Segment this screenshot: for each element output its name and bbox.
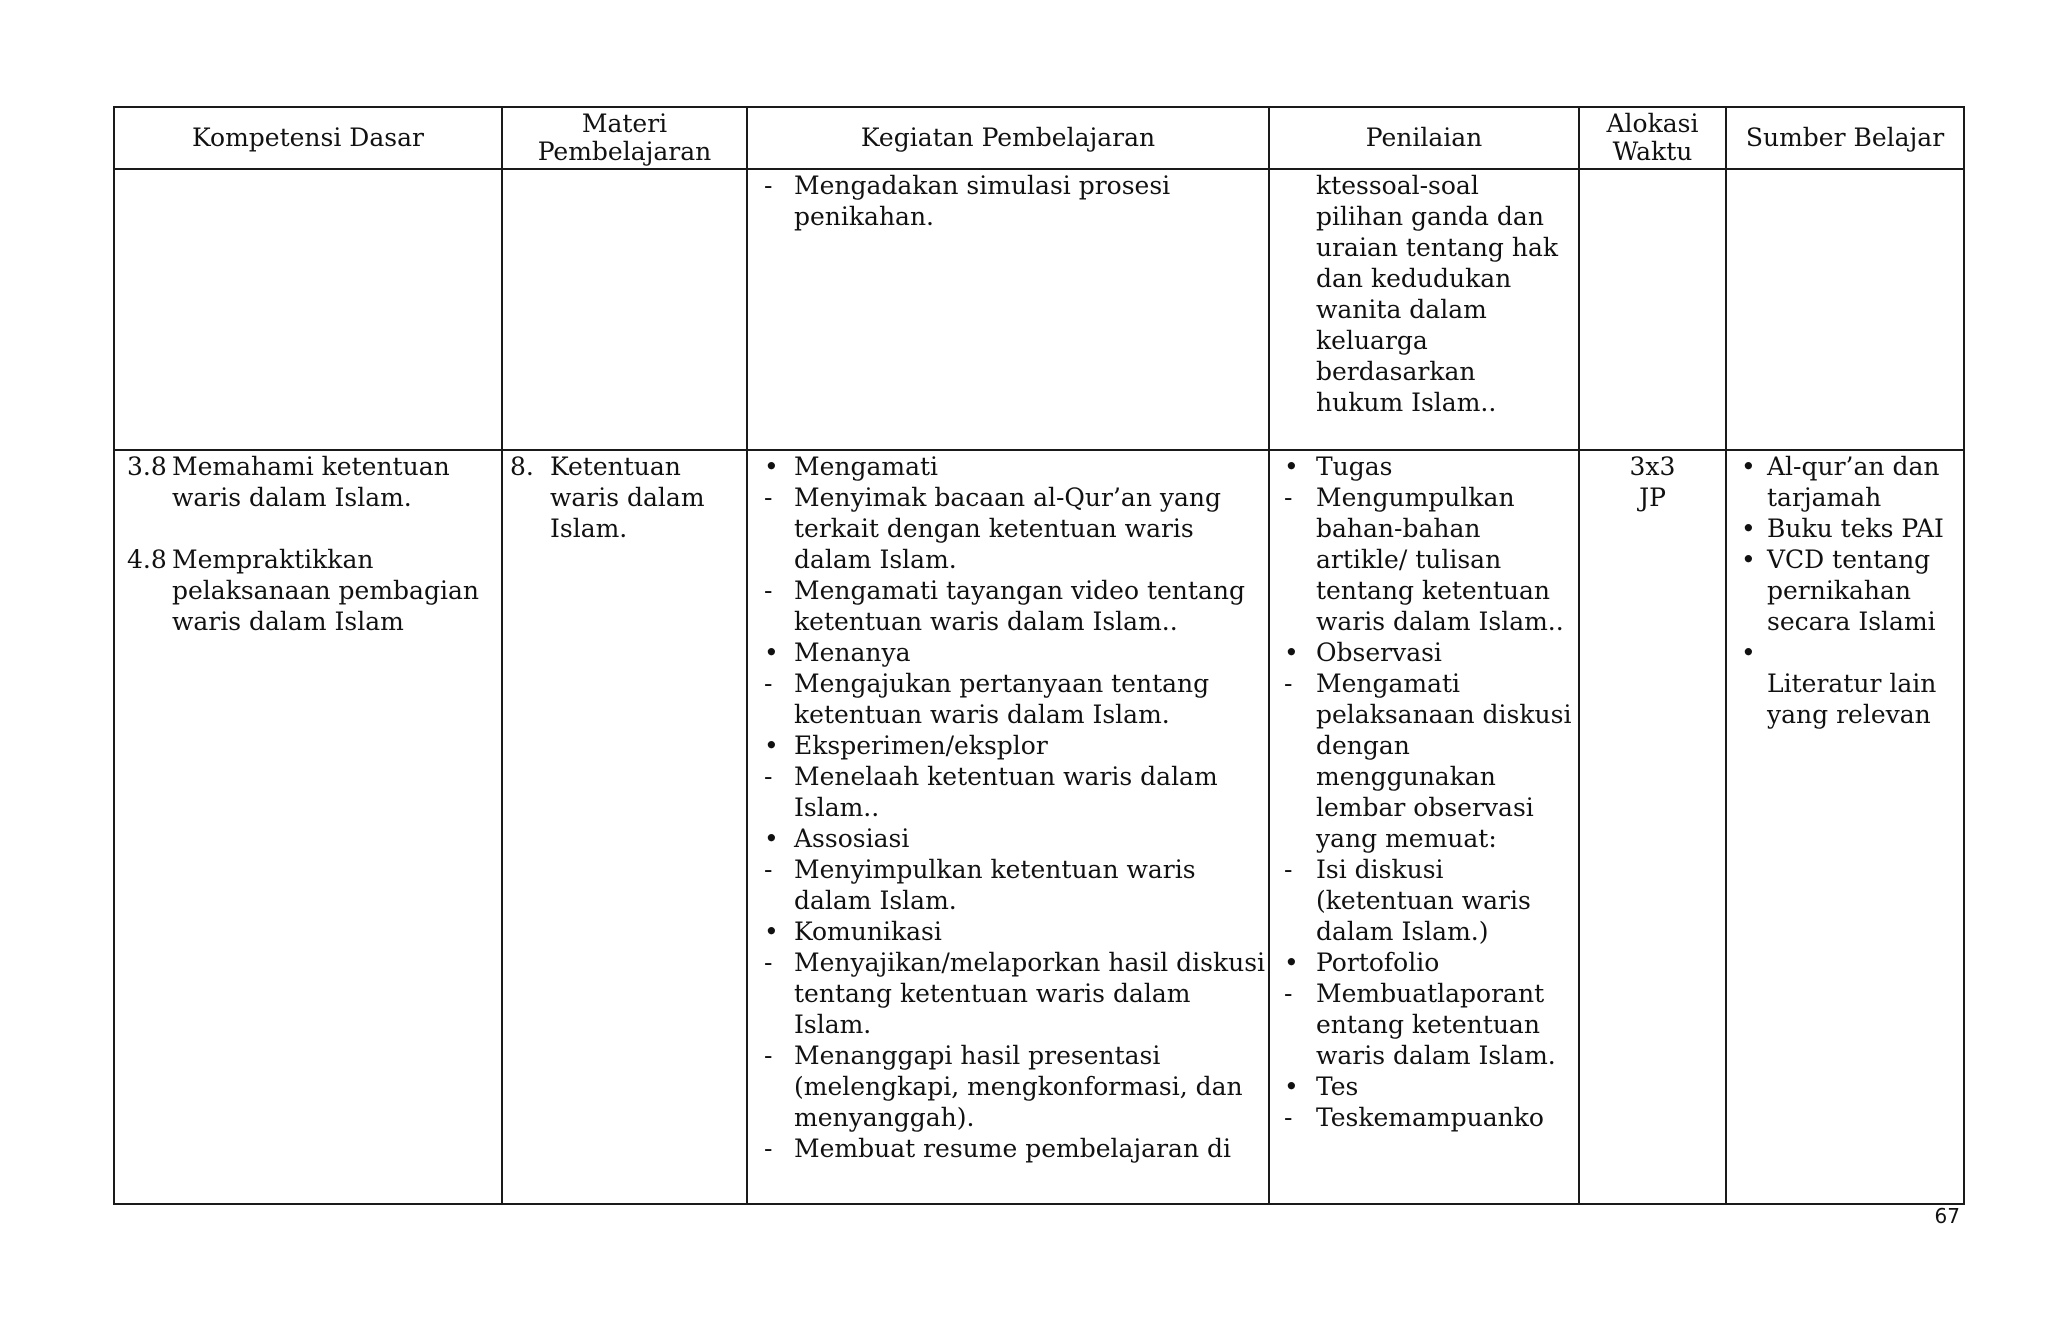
- list-item-text: Mengajukan pertanyaan tentang ketentuan waris dalam Islam.: [794, 669, 1210, 729]
- list-marker: •: [1741, 545, 1756, 574]
- materi-number: 8.: [510, 452, 534, 481]
- list-marker: -: [764, 762, 773, 791]
- cell-penilaian: [1269, 169, 1579, 450]
- kompetensi-text: Mempraktikkan pelaksanaan pembagian waris dalam Islam: [172, 545, 479, 636]
- list-item: [1270, 1071, 1578, 1102]
- list-item-text: Mengadakan simulasi prosesi penikahan.: [794, 171, 1171, 231]
- list-item: [748, 823, 1268, 854]
- materi-text: Ketentuan waris dalam Islam.: [550, 452, 705, 543]
- table-body: [114, 169, 1964, 1204]
- kompetensi-number: 4.8: [127, 545, 167, 574]
- alokasi-value: 3x3 JP: [1629, 452, 1676, 512]
- list-item-text: Mengamati: [794, 452, 939, 481]
- list-marker: -: [764, 576, 773, 605]
- list-item-text: Assosiasi: [794, 824, 910, 853]
- list-marker: -: [1284, 979, 1293, 1008]
- list-item: [748, 1040, 1268, 1133]
- cell-kegiatan-pembelajaran: [747, 450, 1269, 1204]
- header-materi-label: Materi Pembelajaran: [537, 109, 712, 166]
- list-item-text: Menelaah ketentuan waris dalam Islam..: [794, 762, 1218, 822]
- list-item: [1270, 1102, 1578, 1133]
- kompetensi-entry: [115, 544, 501, 637]
- list-item: [1727, 637, 1963, 730]
- list-item: [1270, 451, 1578, 482]
- list-item-text: Eksperimen/eksplor: [794, 731, 1048, 760]
- list-marker: •: [764, 452, 779, 481]
- sumber-list: [1727, 451, 1963, 730]
- list-marker: •: [1284, 452, 1299, 481]
- header-alokasi-waktu: [1579, 107, 1726, 169]
- header-kompetensi-dasar: Kompetensi Dasar: [114, 107, 502, 169]
- list-item-text: Buku teks PAI: [1767, 514, 1944, 543]
- list-item-text: Literatur lain yang relevan: [1767, 669, 1937, 729]
- cell-sumber-belajar: [1726, 169, 1964, 450]
- table-row: [114, 169, 1964, 450]
- table-header: [114, 107, 1964, 169]
- table-row: [114, 450, 1964, 1204]
- list-item: [1270, 668, 1578, 854]
- list-item: [1270, 637, 1578, 668]
- list-item-text: ktessoal-soal pilihan ganda dan uraian tentang hak dan kedudukan wanita dalam keluarga berdasarkan hukum Islam..: [1316, 171, 1559, 417]
- cell-kegiatan-pembelajaran: [747, 169, 1269, 450]
- list-item-text: Menyimpulkan ketentuan waris dalam Islam.: [794, 855, 1196, 915]
- list-marker: -: [764, 1041, 773, 1070]
- cell-kompetensi-dasar: [114, 169, 502, 450]
- list-item: [1270, 947, 1578, 978]
- list-marker: •: [764, 824, 779, 853]
- cell-materi-pembelajaran: [502, 169, 747, 450]
- list-item-text: Menanya: [794, 638, 911, 667]
- list-marker: -: [1284, 483, 1293, 512]
- cell-penilaian: [1269, 450, 1579, 1204]
- cell-sumber-belajar: [1726, 450, 1964, 1204]
- list-item-text: Observasi: [1316, 638, 1442, 667]
- list-item: [748, 730, 1268, 761]
- list-item: [748, 854, 1268, 916]
- list-marker: •: [1284, 638, 1299, 667]
- list-item-text: VCD tentang pernikahan secara Islami: [1767, 545, 1936, 636]
- list-item: [1727, 513, 1963, 544]
- list-item: [748, 1133, 1268, 1164]
- list-marker: -: [764, 669, 773, 698]
- list-item: [748, 637, 1268, 668]
- list-item: [1270, 482, 1578, 637]
- list-item: [1270, 170, 1578, 418]
- list-marker: -: [764, 855, 773, 884]
- list-item-text: Mengamati tayangan video tentang ketentuan waris dalam Islam..: [794, 576, 1245, 636]
- spacer: [115, 513, 501, 544]
- list-marker: -: [764, 948, 773, 977]
- list-marker: •: [1284, 1072, 1299, 1101]
- kompetensi-number: 3.8: [127, 452, 167, 481]
- header-materi-pembelajaran: [502, 107, 747, 169]
- list-marker: •: [764, 917, 779, 946]
- list-item: [748, 668, 1268, 730]
- list-marker: -: [764, 171, 773, 200]
- list-item: [748, 916, 1268, 947]
- list-item-text: Portofolio: [1316, 948, 1440, 977]
- header-row: [114, 107, 1964, 169]
- list-item: [748, 575, 1268, 637]
- kegiatan-list: [748, 451, 1268, 1164]
- penilaian-list: [1270, 170, 1578, 418]
- list-marker: •: [1741, 514, 1756, 543]
- list-marker: •: [1741, 452, 1756, 481]
- list-item: [748, 482, 1268, 575]
- list-item-text: Teskemampuanko: [1316, 1103, 1544, 1132]
- list-item-text: Membuatlaporant entang ketentuan waris dalam Islam.: [1316, 979, 1556, 1070]
- list-marker: •: [1741, 638, 1756, 667]
- list-item: [748, 761, 1268, 823]
- kompetensi-text: Memahami ketentuan waris dalam Islam.: [172, 452, 450, 512]
- list-item: [748, 170, 1268, 232]
- kompetensi-entry: [115, 451, 501, 513]
- list-marker: -: [764, 483, 773, 512]
- list-marker: -: [1284, 669, 1293, 698]
- list-item-text: Mengamati pelaksanaan diskusi dengan menggunakan lembar observasi yang memuat:: [1316, 669, 1572, 853]
- list-marker: •: [764, 731, 779, 760]
- cell-materi-pembelajaran: [502, 450, 747, 1204]
- penilaian-list: [1270, 451, 1578, 1133]
- list-item: [1270, 978, 1578, 1071]
- header-alokasi-label: Alokasi Waktu: [1606, 109, 1699, 166]
- list-item-text: Menanggapi hasil presentasi (melengkapi, mengkonformasi, dan menyanggah).: [794, 1041, 1243, 1132]
- cell-kompetensi-dasar: [114, 450, 502, 1204]
- list-item: [1270, 854, 1578, 947]
- list-item-text: Tugas: [1316, 452, 1393, 481]
- page-number: 67: [1934, 1204, 1960, 1228]
- materi-entry: [503, 451, 746, 544]
- list-marker: -: [764, 1134, 773, 1163]
- header-penilaian: Penilaian: [1269, 107, 1579, 169]
- list-item-text: Menyimak bacaan al-Qur’an yang terkait dengan ketentuan waris dalam Islam.: [794, 483, 1222, 574]
- list-marker: -: [1284, 1103, 1293, 1132]
- list-item-text: Mengumpulkan bahan-bahan artikle/ tulisan tentang ketentuan waris dalam Islam..: [1316, 483, 1564, 636]
- cell-alokasi-waktu: [1579, 450, 1726, 1204]
- list-item: [748, 451, 1268, 482]
- header-kegiatan-pembelajaran: Kegiatan Pembelajaran: [747, 107, 1269, 169]
- list-item-text: Komunikasi: [794, 917, 942, 946]
- list-marker: -: [1284, 855, 1293, 884]
- list-item-text: Membuat resume pembelajaran di: [794, 1134, 1231, 1163]
- list-item-text: Menyajikan/melaporkan hasil diskusi tentang ketentuan waris dalam Islam.: [794, 948, 1266, 1039]
- learning-plan-table: [113, 106, 1965, 1205]
- list-marker: •: [1284, 948, 1299, 977]
- list-marker: •: [764, 638, 779, 667]
- header-sumber-belajar: Sumber Belajar: [1726, 107, 1964, 169]
- list-item: [748, 947, 1268, 1040]
- list-item-text: Al-qur’an dan tarjamah: [1767, 452, 1940, 512]
- list-item: [1727, 451, 1963, 513]
- kegiatan-list: [748, 170, 1268, 232]
- list-item-text: Tes: [1316, 1072, 1359, 1101]
- list-item-text: Isi diskusi (ketentuan waris dalam Islam.): [1316, 855, 1531, 946]
- list-item: [1727, 544, 1963, 637]
- cell-alokasi-waktu: [1579, 169, 1726, 450]
